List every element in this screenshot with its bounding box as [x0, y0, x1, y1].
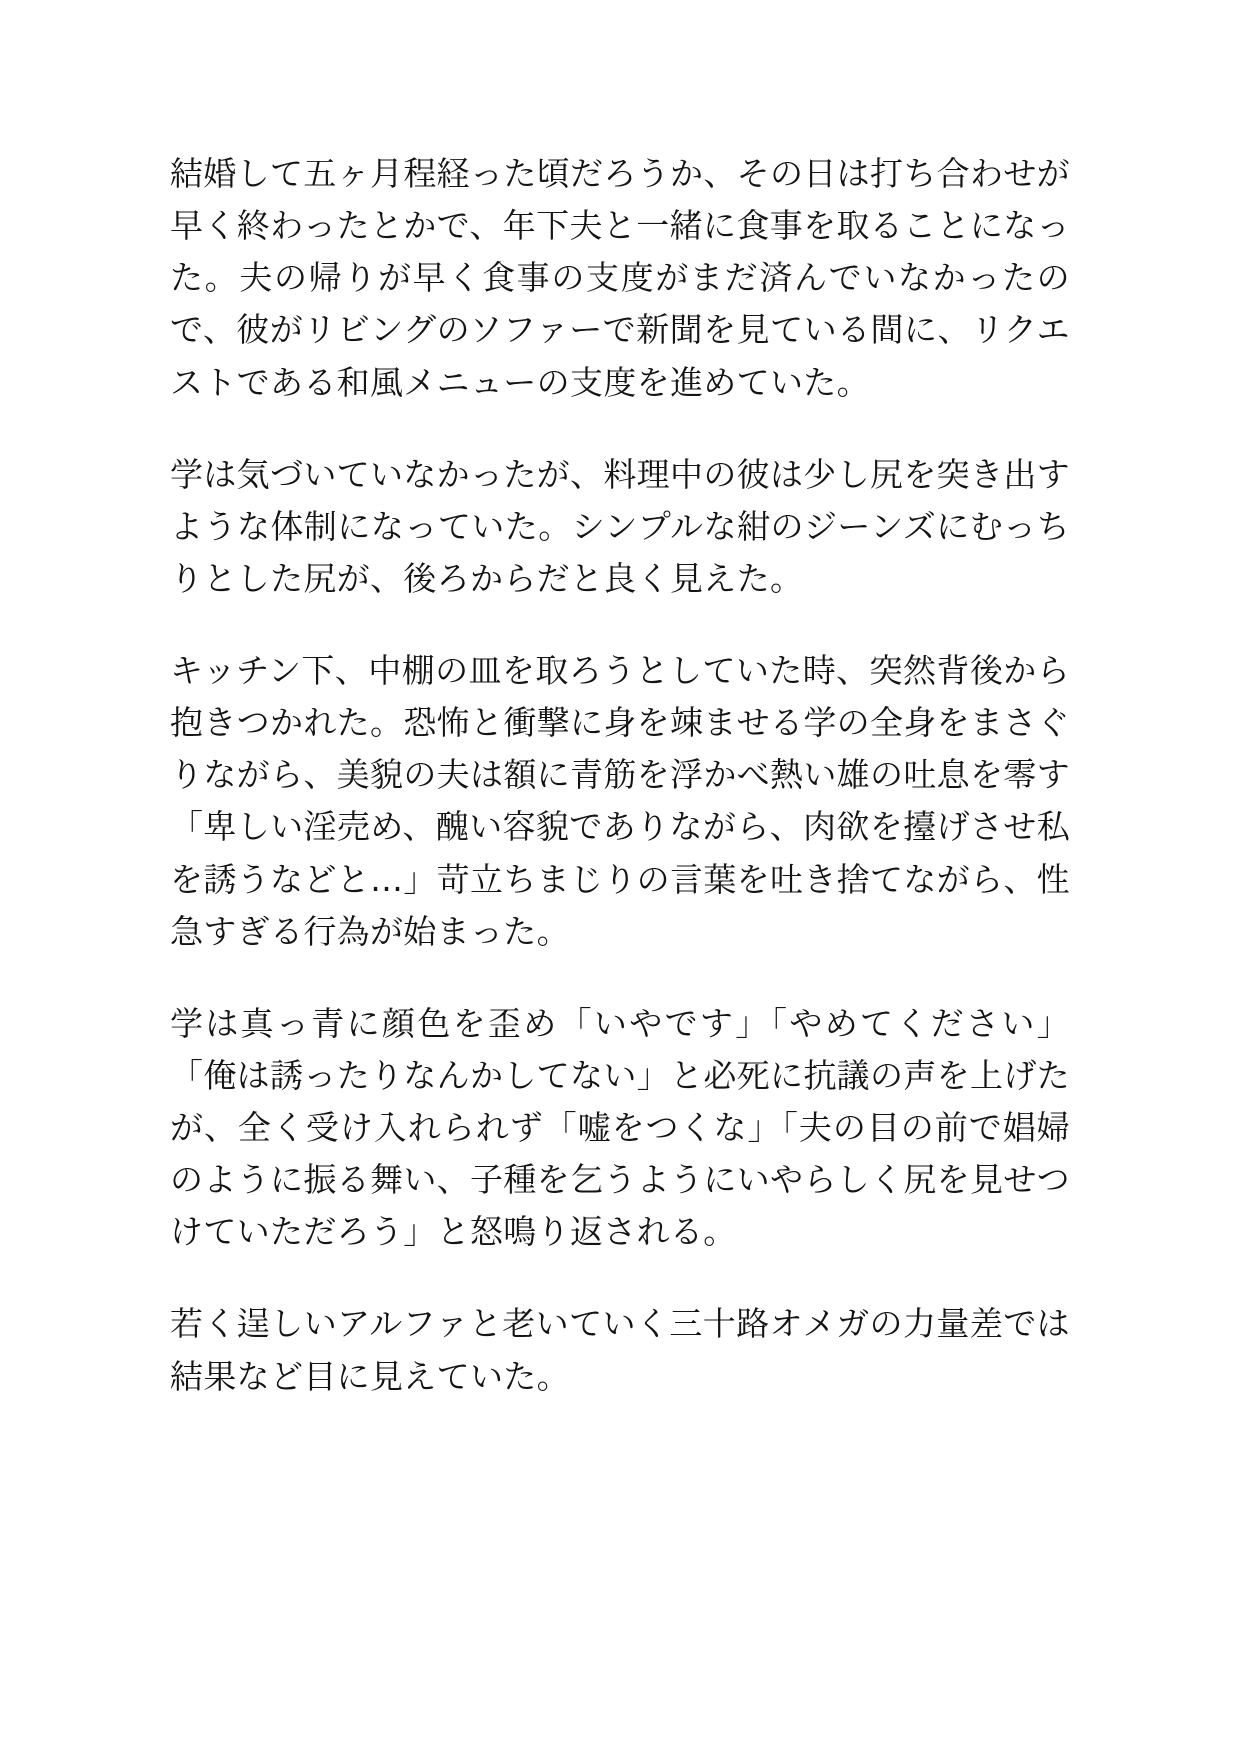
paragraph: 結婚して五ヶ月程経った頃だろうか、その日は打ち合わせが早く終わったとかで、年下夫と一緒に食事を取ることになった。夫の帰りが早く食事の支度がまだ済んでいなかったので、彼がリビングのソファーで新聞を見ている間に、リクエストである和風メニューの支度を進めていた。 [170, 154, 1070, 402]
document-body [170, 148, 1070, 1403]
paragraph: 若く逞しいアルファと老いていく三十路オメガの力量差では結果など目に見えていた。 [170, 1304, 1070, 1396]
paragraph: キッチン下、中棚の皿を取ろうとしていた時、突然背後から抱きつかれた。恐怖と衝撃に身を竦ませる学の全身をまさぐりながら、美貌の夫は額に青筋を浮かべ熱い雄の吐息を零す「卑しい淫売め、醜い容貌でありながら、肉欲を擡げさせ私を誘うなどと…」苛立ちまじりの言葉を吐き捨てながら、性急すぎる行為が始まった。 [170, 651, 1070, 951]
paragraph: 学は真っ青に顔色を歪め「いやです」「やめてください」「俺は誘ったりなんかしてない」と必死に抗議の声を上げたが、全く受け入れられず「嘘をつくな」「夫の目の前で娼婦のように振る舞い、子種を乞うようにいやらしく尻を見せつけていただろう」と怒鳴り返される。 [170, 1003, 1070, 1252]
paragraph: 学は気づいていなかったが、料理中の彼は少し尻を突き出すような体制になっていた。シンプルな紺のジーンズにむっちりとした尻が、後ろからだと良く見えた。 [170, 454, 1070, 598]
